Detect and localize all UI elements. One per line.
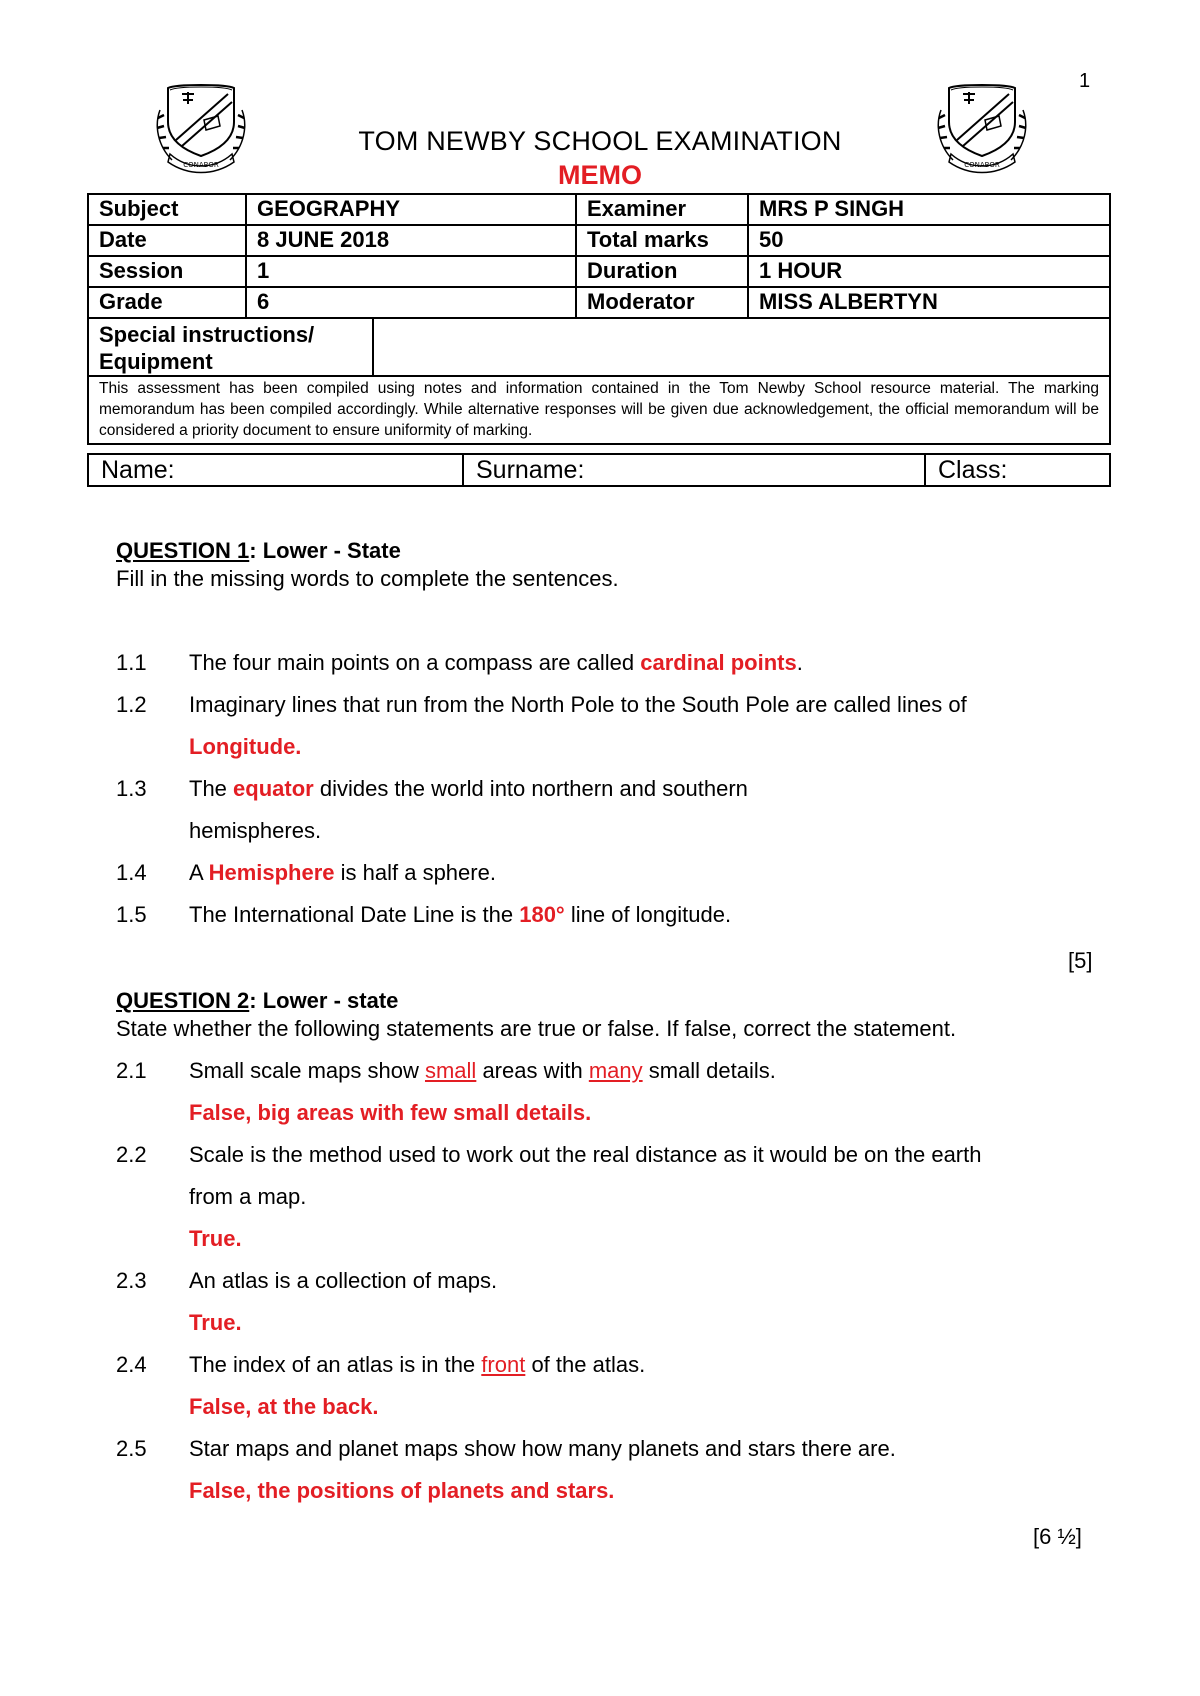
- item-answer: True.: [189, 1226, 242, 1251]
- special-instructions-label: [89, 319, 374, 375]
- item-text: line of longitude.: [564, 902, 732, 927]
- question-1-instruction: Fill in the missing words to complete the sentences.: [116, 566, 619, 591]
- session-value: 1: [247, 257, 577, 286]
- item-text: The index of an atlas is in the: [189, 1352, 482, 1377]
- item-answer: equator: [233, 776, 314, 801]
- item-answer: False, at the back.: [189, 1394, 379, 1419]
- special-label-line-2: Equipment: [99, 349, 213, 374]
- exam-info-table: [87, 193, 1111, 445]
- item-error-word: small: [424, 1058, 477, 1083]
- exam-title: TOM NEWBY SCHOOL EXAMINATION: [358, 126, 842, 156]
- grade-value: 6: [247, 288, 577, 317]
- subject-label: Subject: [89, 195, 247, 224]
- grade-label: Grade: [89, 288, 247, 317]
- item-number: 2.4: [116, 1352, 147, 1377]
- date-label: Date: [89, 226, 247, 255]
- student-details-table: [87, 453, 1111, 487]
- item-number: 2.1: [116, 1058, 147, 1083]
- item-number: 1.3: [116, 776, 147, 801]
- info-row-grade: [89, 288, 1109, 319]
- item-number: 1.4: [116, 860, 147, 885]
- item-text: from a map.: [189, 1184, 307, 1209]
- item-text: A: [189, 860, 209, 885]
- moderator-value: MISS ALBERTYN: [759, 289, 938, 314]
- duration-label: Duration: [577, 257, 749, 286]
- item-text: of the atlas.: [525, 1352, 646, 1377]
- question-1-marks: [5]: [1068, 948, 1093, 973]
- item-text: The four main points on a compass are called: [189, 650, 641, 675]
- item-text: Scale is the method used to work out the real distance as it would be on the earth: [189, 1142, 982, 1167]
- item-error-word: front: [481, 1352, 526, 1377]
- item-number: 1.2: [116, 692, 147, 717]
- name-field[interactable]: Name:: [89, 455, 464, 485]
- item-answer: False, the positions of planets and stars.: [189, 1478, 615, 1503]
- item-number: 2.3: [116, 1268, 147, 1293]
- item-answer: 180°: [519, 902, 565, 927]
- examiner-value: MRS P SINGH: [759, 196, 905, 221]
- question-2-title: QUESTION 2: [116, 988, 250, 1013]
- page-number: 1: [1079, 70, 1091, 92]
- surname-field[interactable]: Surname:: [464, 455, 926, 485]
- item-text: An atlas is a collection of maps.: [189, 1268, 498, 1293]
- item-text: areas with: [476, 1058, 589, 1083]
- subject-value: GEOGRAPHY: [247, 195, 577, 224]
- item-text: The: [189, 776, 234, 801]
- svg-text:CONABOR: CONABOR: [964, 161, 1000, 169]
- examiner-label: Examiner: [577, 195, 749, 224]
- question-2-heading: [116, 988, 398, 1014]
- item-text: Imaginary lines that run from the North Pole to the South Pole are called lines of: [189, 692, 967, 717]
- info-row-date: [89, 226, 1109, 257]
- disclaimer-text: This assessment has been compiled using notes and information contained in the Tom Newby School resource material. The marking memorandum has been compiled accordingly. While alternative responses will be given due acknowledgement, the official memorandum will be considered a priority document to ensure uniformity of marking.: [99, 380, 1099, 439]
- svg-text:CONABOR: CONABOR: [183, 161, 219, 169]
- item-number: 1.1: [116, 650, 147, 675]
- special-instructions-row: [89, 319, 1109, 377]
- item-text: small details.: [642, 1058, 776, 1083]
- item-text: divides the world into northern and southern: [313, 776, 748, 801]
- item-text: .: [796, 650, 803, 675]
- moderator-label: Moderator: [577, 288, 749, 317]
- item-answer: Longitude.: [189, 734, 302, 759]
- total-marks-label: Total marks: [577, 226, 749, 255]
- item-text: Small scale maps show: [189, 1058, 425, 1083]
- question-2-level: : Lower - state: [249, 988, 399, 1013]
- item-number: 2.2: [116, 1142, 147, 1167]
- item-text: Star maps and planet maps show how many planets and stars there are.: [189, 1436, 896, 1461]
- info-row-session: [89, 257, 1109, 288]
- memo-subtitle: MEMO: [558, 160, 642, 190]
- question-1-heading: [116, 538, 401, 564]
- question-1-level: : Lower - State: [249, 538, 401, 563]
- question-1-title: QUESTION 1: [116, 538, 250, 563]
- item-number: 2.5: [116, 1436, 147, 1461]
- special-label-line-1: Special instructions/: [99, 322, 315, 347]
- item-text: is half a sphere.: [334, 860, 496, 885]
- item-answer: Hemisphere: [208, 860, 335, 885]
- total-marks-value: 50: [759, 227, 784, 252]
- session-label: Session: [89, 257, 247, 286]
- item-text: hemispheres.: [189, 818, 322, 843]
- special-instructions-value: [374, 319, 1109, 375]
- question-2-instruction: State whether the following statements are true or false. If false, correct the statement.: [116, 1016, 957, 1041]
- item-answer: cardinal points: [640, 650, 797, 675]
- item-error-word: many: [588, 1058, 643, 1083]
- item-number: 1.5: [116, 902, 147, 927]
- item-answer: False, big areas with few small details.: [189, 1100, 592, 1125]
- duration-value: 1 HOUR: [759, 258, 843, 283]
- question-2-marks: [6 ½]: [1033, 1524, 1082, 1549]
- date-value: 8 JUNE 2018: [247, 226, 577, 255]
- info-row-subject: [89, 195, 1109, 226]
- item-text: The International Date Line is the: [189, 902, 520, 927]
- item-answer: True.: [189, 1310, 242, 1335]
- class-field[interactable]: Class:: [938, 456, 1008, 484]
